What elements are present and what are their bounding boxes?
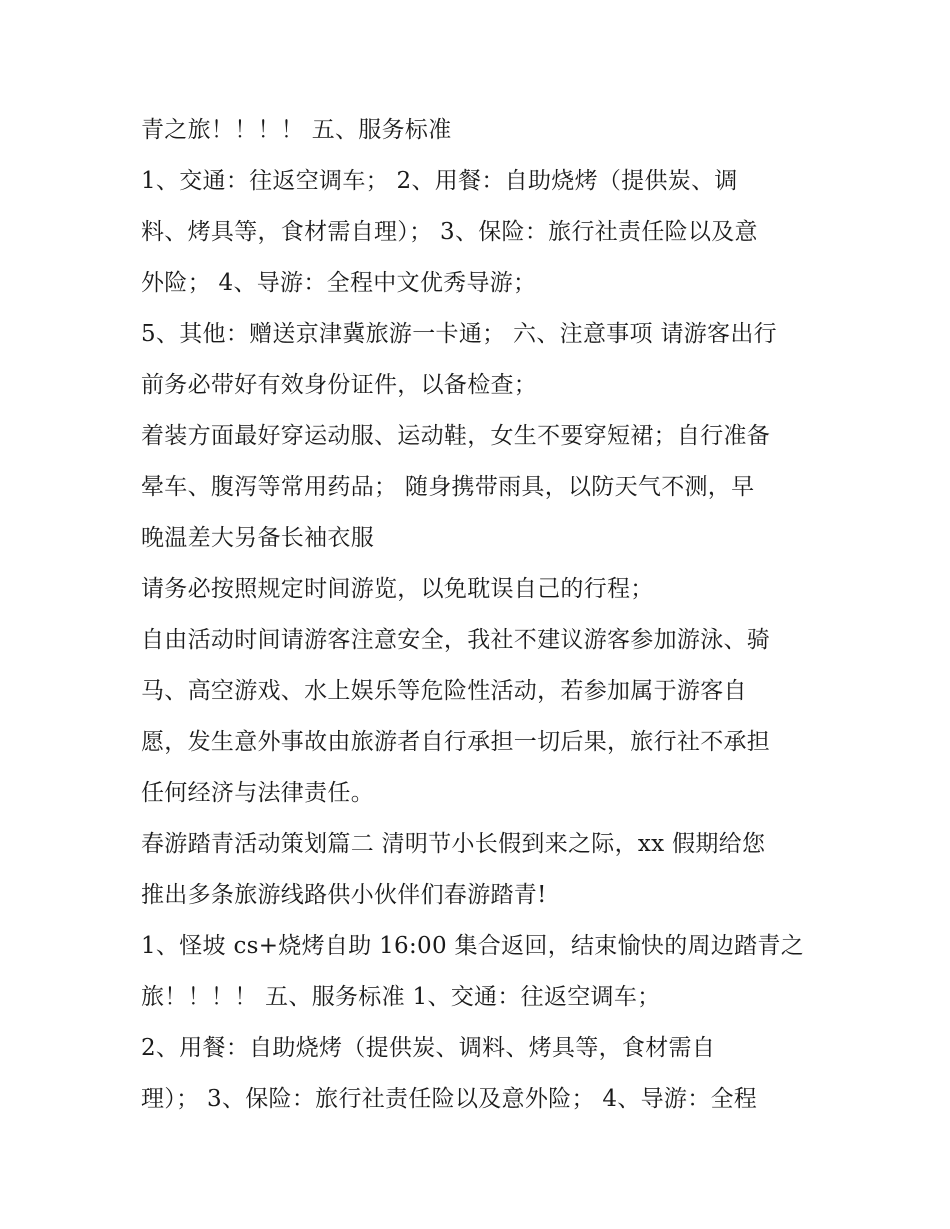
- text-line: 外险； 4、导游：全程中文优秀导游；: [141, 270, 537, 296]
- text-line: 1、怪坡 cs+烧烤自助 16:00 集合返回，结束愉快的周边踏青之: [141, 933, 805, 959]
- text-line: 旅！！！！ 五、服务标准 1、交通：往返空调车；: [141, 984, 661, 1010]
- text-line: 推出多条旅游线路供小伙伴们春游踏青!: [141, 882, 547, 908]
- text-line: 请务必按照规定时间游览，以免耽误自己的行程；: [141, 576, 654, 602]
- text-line: 青之旅！！！！ 五、服务标准: [141, 117, 452, 143]
- text-line: 自由活动时间请游客注意安全，我社不建议游客参加游泳、骑: [141, 627, 771, 653]
- text-line: 着装方面最好穿运动服、运动鞋，女生不要穿短裙；自行准备: [141, 423, 771, 449]
- text-line: 愿，发生意外事故由旅游者自行承担一切后果，旅行社不承担: [141, 729, 771, 755]
- text-line: 马、高空游戏、水上娱乐等危险性活动，若参加属于游客自: [141, 678, 747, 704]
- document-body: [141, 105, 841, 1125]
- text-line: 5、其他：赠送京津冀旅游一卡通； 六、注意事项 请游客出行: [141, 321, 777, 347]
- text-line: 2、用餐：自助烧烤（提供炭、调料、烤具等，食材需自: [141, 1035, 716, 1061]
- text-line: 理）； 3、保险：旅行社责任险以及意外险； 4、导游：全程: [141, 1086, 758, 1112]
- text-line: 晕车、腹泻等常用药品； 随身携带雨具，以防天气不测，早: [141, 474, 755, 500]
- text-line: 春游踏青活动策划篇二 清明节小长假到来之际，xx 假期给您: [141, 831, 766, 857]
- text-line: 前务必带好有效身份证件，以备检查；: [141, 372, 538, 398]
- text-line: 晚温差大另备长袖衣服: [141, 525, 374, 551]
- text-line: 任何经济与法律责任。: [141, 780, 374, 806]
- text-line: 料、烤具等，食材需自理）； 3、保险：旅行社责任险以及意: [141, 219, 758, 245]
- text-line: 1、交通：往返空调车； 2、用餐：自助烧烤（提供炭、调: [141, 168, 738, 194]
